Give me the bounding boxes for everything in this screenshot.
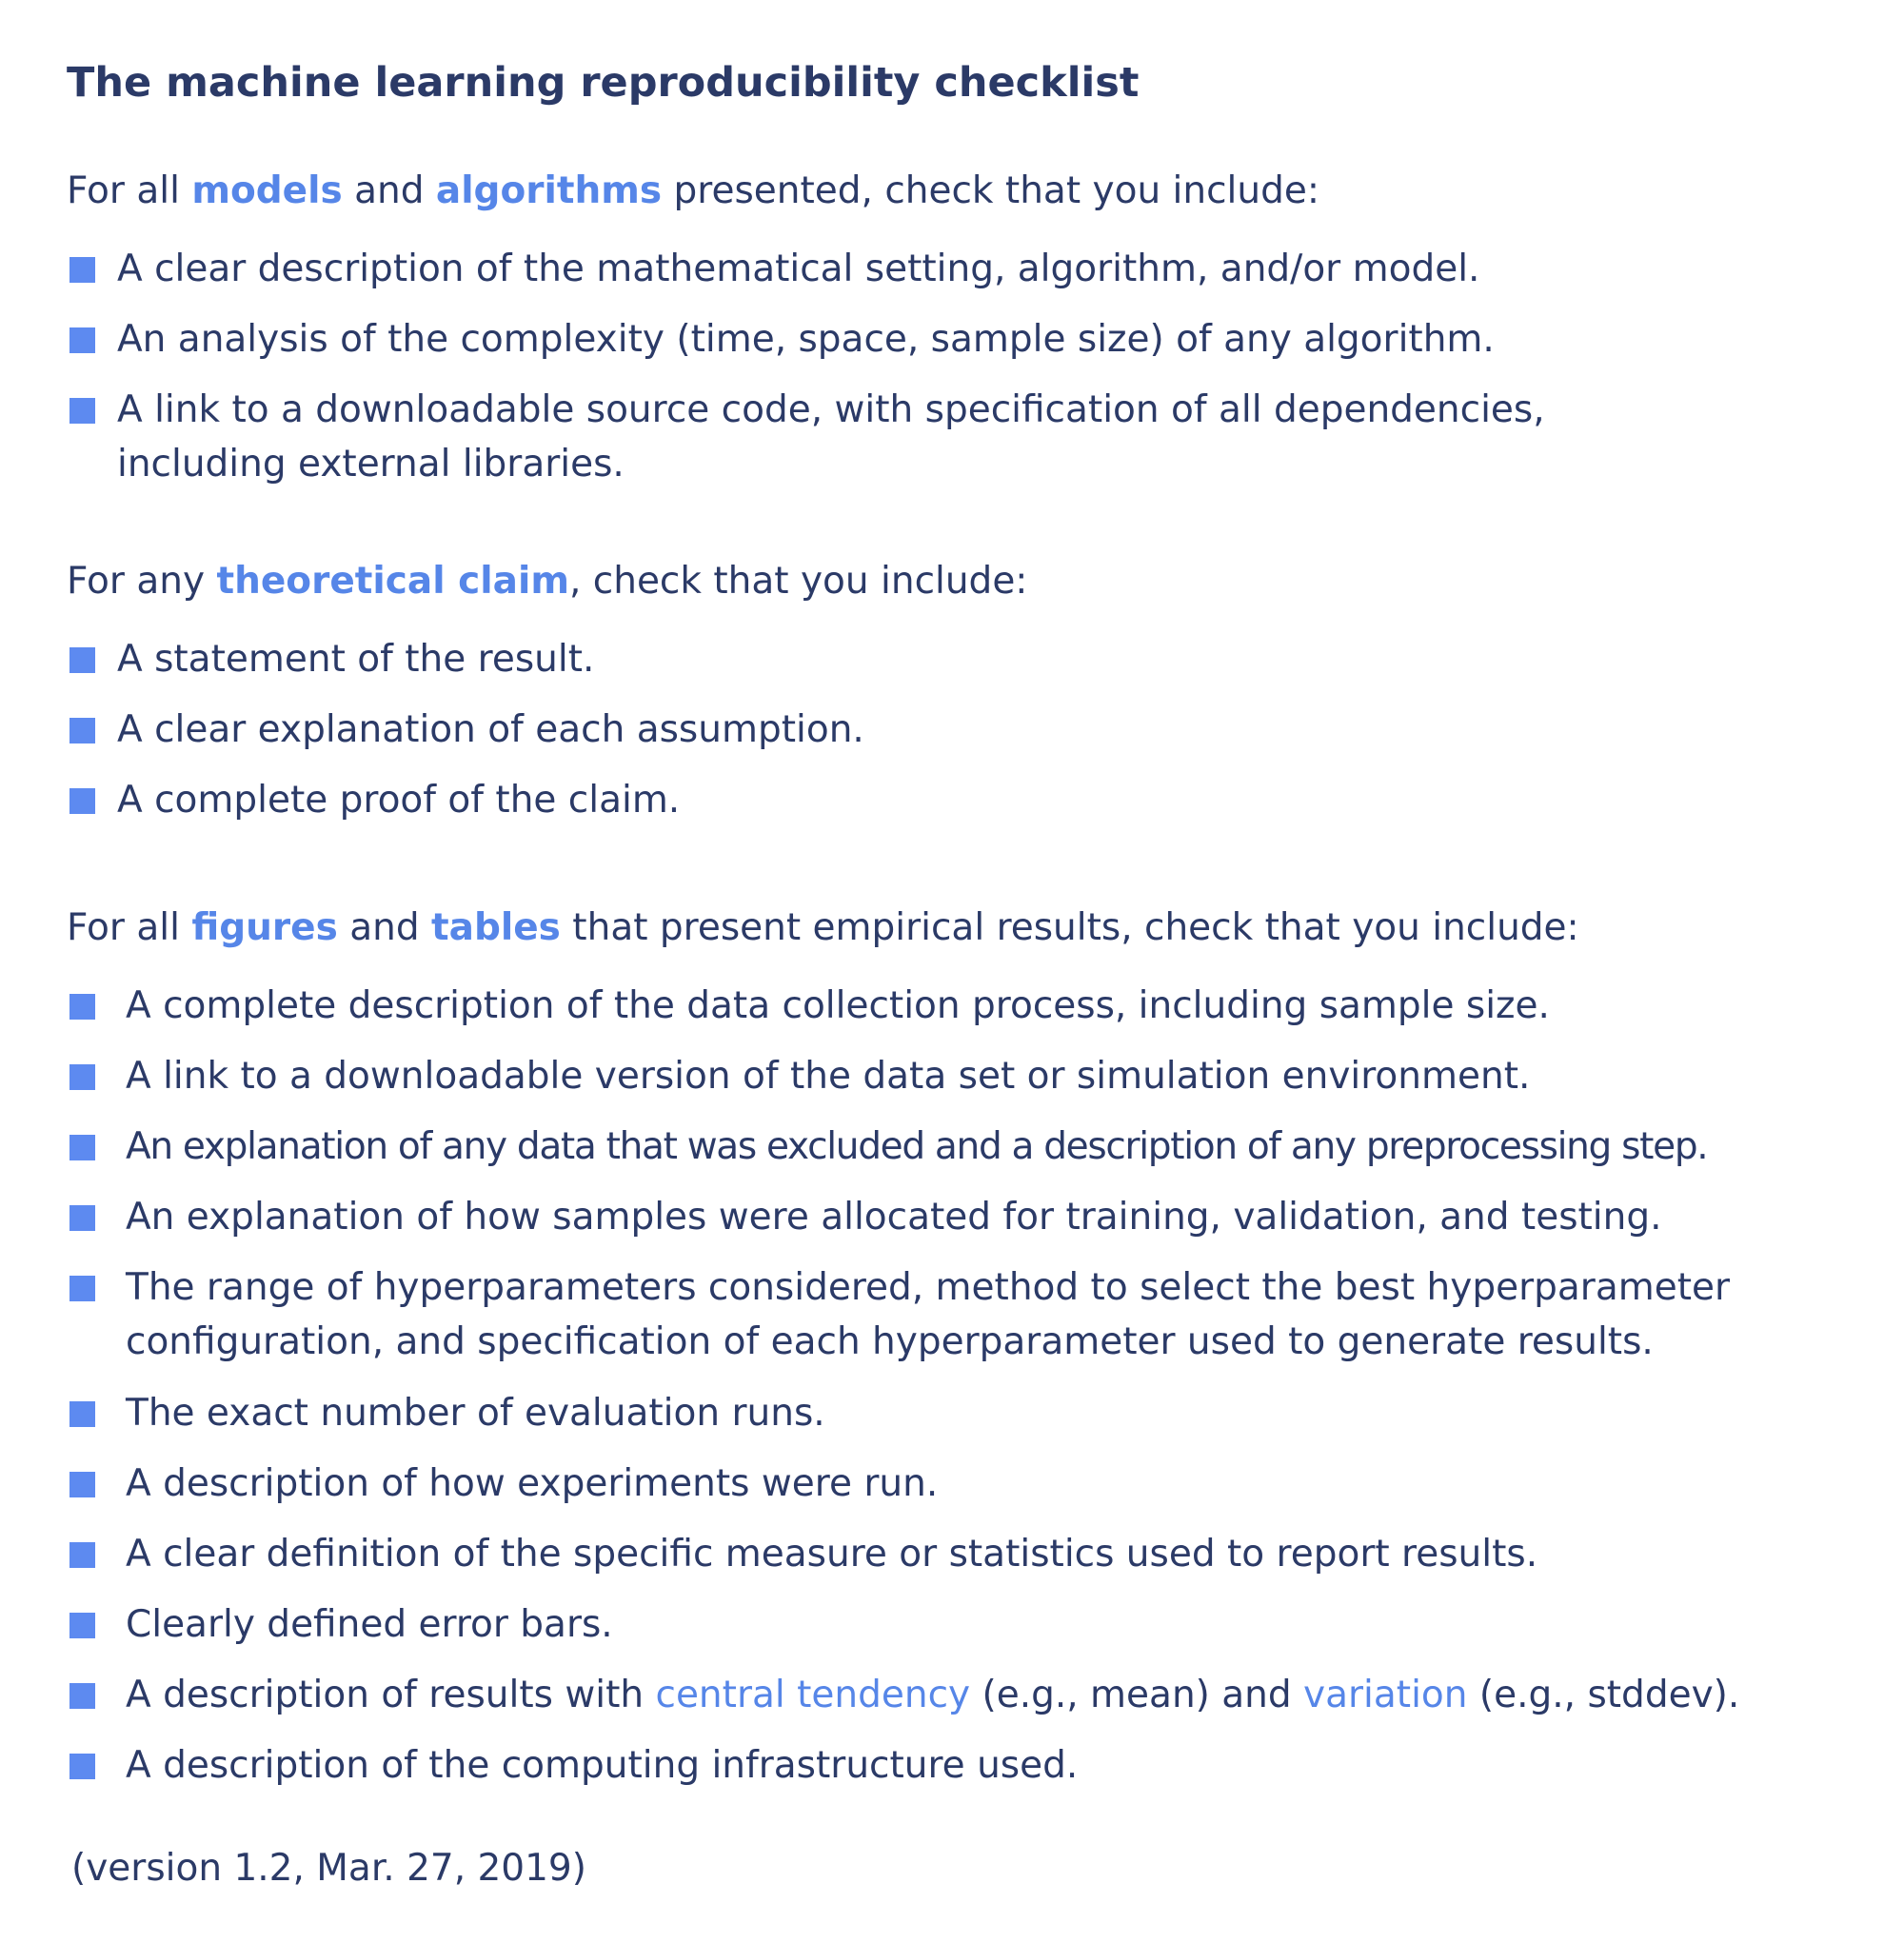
item-text-part: (e.g., mean) and <box>970 1674 1304 1716</box>
item-text: Clearly defined error bars. <box>126 1603 613 1646</box>
term-algorithms: algorithms <box>435 169 663 212</box>
checkbox-square-icon <box>69 1276 95 1301</box>
item-text-line: configuration, and specification of each hyperparameter used to generate results. <box>126 1320 1654 1363</box>
item-text: An explanation of how samples were allocated for training, validation, and testing. <box>126 1196 1662 1239</box>
checkbox-square-icon <box>69 257 95 283</box>
item-text: A clear description of the mathematical setting, algorithm, and/or model. <box>117 248 1480 290</box>
page-title: The machine learning reproducibility checklist <box>67 59 1140 107</box>
item-text-line: A link to a downloadable source code, with specification of all dependencies, <box>117 388 1545 431</box>
checkbox-square-icon <box>69 788 95 814</box>
checkbox-square-icon <box>69 1472 95 1497</box>
item-text: A complete description of the data collection process, including sample size. <box>126 984 1550 1027</box>
section-intro-models <box>67 169 1319 212</box>
term-central-tendency: central tendency <box>655 1674 971 1716</box>
checkbox-square-icon <box>69 994 95 1020</box>
section-intro-theory <box>67 560 1027 603</box>
intro-suffix: , check that you include: <box>568 560 1028 603</box>
item-text: A clear definition of the specific measure or statistics used to report results. <box>126 1533 1538 1576</box>
term-theoretical-claim: theoretical claim <box>216 560 569 603</box>
version-note: (version 1.2, Mar. 27, 2019) <box>71 1847 586 1890</box>
checkbox-square-icon <box>69 1542 95 1568</box>
term-tables: tables <box>430 906 561 949</box>
checkbox-square-icon <box>69 327 95 353</box>
checkbox-square-icon <box>69 1135 95 1160</box>
item-text: A description of the computing infrastructure used. <box>126 1744 1079 1787</box>
item-text: An analysis of the complexity (time, space, sample size) of any algorithm. <box>117 318 1495 361</box>
term-variation: variation <box>1303 1674 1468 1716</box>
checkbox-square-icon <box>69 1754 95 1779</box>
item-text: A link to a downloadable version of the data set or simulation environment. <box>126 1055 1531 1098</box>
intro-prefix: For all <box>67 906 192 949</box>
item-text: The exact number of evaluation runs. <box>126 1392 825 1435</box>
item-text <box>126 1668 1739 1722</box>
term-models: models <box>191 169 343 212</box>
checkbox-square-icon <box>69 647 95 673</box>
intro-connector: and <box>337 906 431 949</box>
intro-suffix: that present empirical results, check that you include: <box>560 906 1579 949</box>
term-figures: figures <box>191 906 338 949</box>
section-intro-empirical <box>67 906 1579 949</box>
checkbox-square-icon <box>69 398 95 424</box>
item-text-line: The range of hyperparameters considered, method to select the best hyperparameter <box>126 1266 1731 1309</box>
checkbox-square-icon <box>69 1205 95 1231</box>
checkbox-square-icon <box>69 1401 95 1427</box>
item-text-part: A description of results with <box>126 1674 656 1716</box>
item-text-part: (e.g., stddev). <box>1467 1674 1740 1716</box>
intro-connector: and <box>342 169 436 212</box>
checkbox-square-icon <box>69 1683 95 1709</box>
item-text: An explanation of any data that was excluded and a description of any preprocessing step. <box>126 1125 1708 1168</box>
intro-prefix: For all <box>67 169 192 212</box>
item-text: A complete proof of the claim. <box>117 779 681 822</box>
intro-suffix: presented, check that you include: <box>662 169 1320 212</box>
item-text: A description of how experiments were run. <box>126 1462 939 1505</box>
item-text: A statement of the result. <box>117 638 595 681</box>
item-text-line: including external libraries. <box>117 443 625 486</box>
intro-prefix: For any <box>67 560 217 603</box>
checkbox-square-icon <box>69 1613 95 1638</box>
item-text <box>126 1260 1730 1369</box>
checkbox-square-icon <box>69 718 95 743</box>
item-text: A clear explanation of each assumption. <box>117 708 864 751</box>
item-text <box>117 383 1545 491</box>
checkbox-square-icon <box>69 1064 95 1090</box>
